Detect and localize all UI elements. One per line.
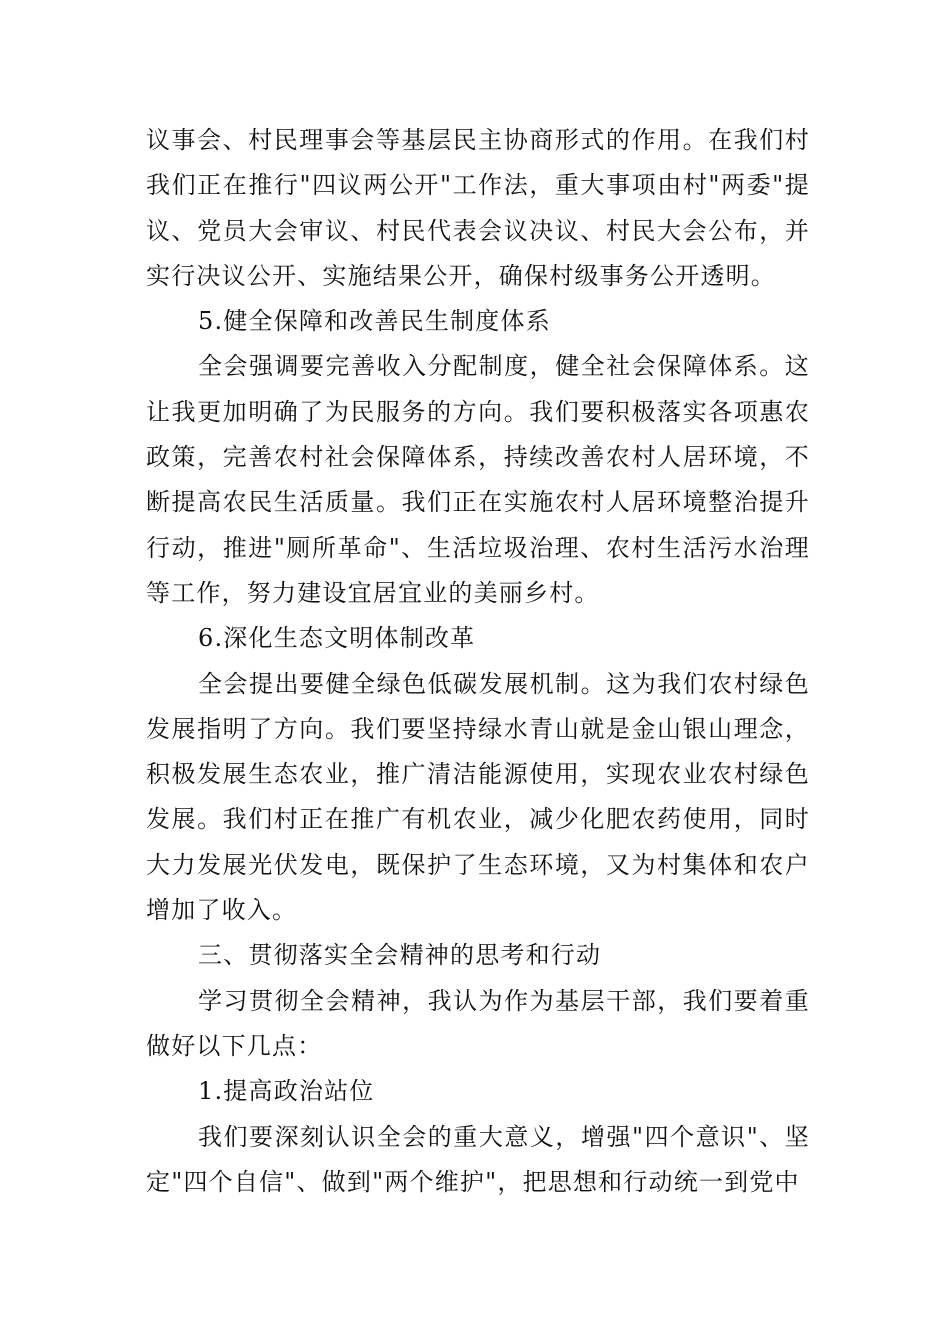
paragraph-village-council: 议事会、村民理事会等基层民主协商形式的作用。在我们村我们正在推行"四议两公开"工作法，重大事项由村"两委"提议、党员大会审议、村民代表会议决议、村民大会公布，并实行决议公开、实施结果公开，确保村级事务公开透明。 [146,126,810,290]
subheading-ecology: 6.深化生态文明体制改革 [198,624,476,653]
paragraph-ecology: 全会提出要健全绿色低碳发展机制。这为我们农村绿色发展指明了方向。我们要坚持绿水青山就是金山银山理念，积极发展生态农业，推广清洁能源使用，实现农业农村绿色发展。我们村正在推广有机农业，减少化肥农药使用，同时大力发展光伏发电，既保护了生态环境，又为村集体和农户增加了收入。 [146,669,810,925]
paragraph-political-stance: 我们要深刻认识全会的重大意义，增强"四个意识"、坚定"四个自信"、做到"两个维护"，把思想和行动统一到党中 [146,1122,810,1196]
section-heading-implementation: 三、贯彻落实全会精神的思考和行动 [198,941,602,970]
document-body [146,118,810,1205]
subheading-political-stance: 1.提高政治站位 [198,1077,375,1106]
paragraph-livelihood: 全会强调要完善收入分配制度，健全社会保障体系。这让我更加明确了为民服务的方向。我们要积极落实各项惠农政策，完善农村社会保障体系，持续改善农村人居环境，不断提高农民生活质量。我们正在实施农村人居环境整治提升行动，推进"厕所革命"、生活垃圾治理、农村生活污水治理等工作，努力建设宜居宜业的美丽乡村。 [146,352,810,607]
subheading-livelihood: 5.健全保障和改善民生制度体系 [198,307,551,336]
paragraph-implementation-intro: 学习贯彻全会精神，我认为作为基层干部，我们要着重做好以下几点： [146,986,810,1060]
